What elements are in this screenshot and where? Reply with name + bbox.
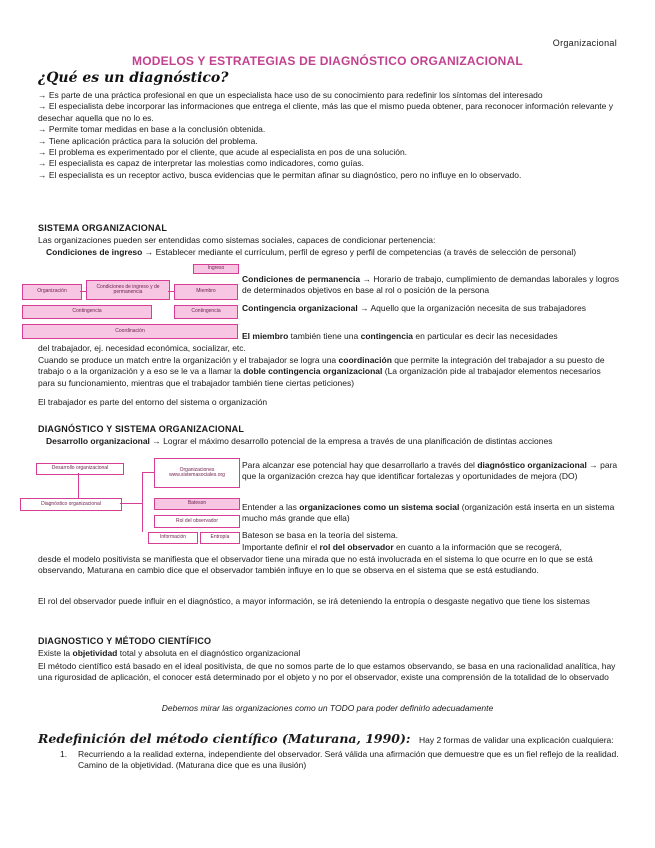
diagram-box-contingencia-org: Contingencia [22, 305, 152, 319]
intro-bullet: → El especialista debe incorporar las informaciones que entrega el cliente, más las que el mismo pueda obtener, para reconocer información relevante y desechar aquella que no lo es. [38, 101, 614, 123]
diagram-org-url: www.sistemasociales.org [169, 472, 225, 478]
redef-item-1: Recurriendo a la realidad externa, independiente del observador. Será válida una afirmación que demuestre que es un fiel reflejo de la realidad. Camino de la objetividad. (Maturana dice que es una ilusión) [78, 749, 619, 771]
contingencia-paragraph [242, 303, 620, 314]
redef-subtitle: Hay 2 formas de validar una explicación cualquiera: [418, 735, 614, 745]
importante-text-a: Importante definir el [242, 542, 320, 552]
alcanzar-text-b: → para que la organización crezca hay que identificar fortalezas y oportunidades de mejora (DO) [242, 460, 618, 482]
diagnostico-heading: DIAGNÓSTICO Y SISTEMA ORGANIZACIONAL [38, 424, 245, 434]
sistema-heading: SISTEMA ORGANIZACIONAL [38, 223, 168, 233]
desarrollo-text: → Lograr el máximo desarrollo potencial de la empresa a través de una planificación de distintas acciones [149, 436, 553, 446]
diagram-box-contingencia-miembro: Contingencia [174, 305, 238, 319]
miembro-term: El miembro [242, 331, 289, 341]
match-paragraph [38, 355, 620, 389]
alcanzar-paragraph [242, 460, 620, 483]
bateson-line: Bateson se basa en la teoría del sistema. [242, 530, 398, 540]
desarrollo-term: Desarrollo organizacional [46, 436, 150, 446]
diagram-connector [142, 472, 143, 532]
ingreso-term: Condiciones de ingreso [46, 247, 143, 257]
match-term: coordinación [338, 355, 392, 365]
entorno-line: El trabajador es parte del entorno del sistema o organización [38, 397, 268, 407]
intro-bullet: → El especialista es un receptor activo, busca evidencias que le permitan afinar su diagnóstico, pero no influye en lo observado. [38, 169, 522, 180]
desarrollo-paragraph [46, 436, 620, 447]
match-text-c: (La organización pide al trabajador elementos necesarios para su funcionamiento, mientras que el trabajador también tiene ciertas peticiones) [38, 366, 601, 388]
objetividad-text-a: Existe la [38, 648, 73, 658]
alcanzar-text-a: Para alcanzar ese potencial hay que desarrollarlo a través del [242, 460, 478, 470]
miembro-text-2: en particular es decir las necesidades [413, 331, 558, 341]
redef-item-number: 1. [60, 749, 68, 759]
match-text-a: Cuando se produce un match entre la organización y el trabajador se logra una [38, 355, 339, 365]
diagram-box-organizacion: Organización [22, 284, 82, 300]
diagram-connector [168, 291, 174, 292]
diagram-box-coordinacion: Coordinación [22, 324, 238, 339]
intro-bullet: → El problema es experimentado por el cliente, que acude al especialista en pos de una solución. [38, 147, 408, 158]
entender-term: organizaciones como un sistema social [299, 502, 460, 512]
diagram-org-label: Organizaciones [179, 466, 215, 473]
metodo-paragraph: El método científico está basado en el ideal positivista, de que no somos parte de lo que estamos observando, se basa en una racionalidad analítica, hay una rigurosidad de aplicación, el conocer está determinado por el objeto y no por el observador, existe una comprensión de la totalidad de lo observado [38, 661, 616, 683]
intro-bullets [38, 90, 620, 181]
intro-bullet: → Es parte de una práctica profesional en que un especialista hace uso de su conocimiento para redefinir los síntomas del interesado [38, 90, 543, 100]
contingencia-text: → Aquello que la organización necesita de sus trabajadores [357, 303, 586, 313]
diagram-box-entropia: Entropía [200, 532, 240, 544]
diagram-box-ingreso: Ingreso [193, 264, 239, 274]
redef-heading: Redefinición del método científico (Maturana, 1990): [38, 731, 411, 746]
intro-bullet: → Permite tomar medidas en base a la conclusión obtenida. [38, 124, 266, 135]
course-label: Organizacional [552, 38, 617, 48]
redef-heading-row [38, 730, 628, 748]
rol-paragraph: El rol del observador puede influir en el diagnóstico, a mayor información, se irá deteniendo la entropía o desgaste negativo que tiene los sistemas [38, 596, 590, 606]
alcanzar-term: diagnóstico organizacional [477, 460, 587, 470]
intro-bullet: → Tiene aplicación práctica para la solución del problema. [38, 135, 258, 146]
ingreso-text: → Establecer mediante el currículum, perfil de egreso y perfil de competencias (a través de selección de personal) [142, 247, 577, 257]
diagram-box-organizaciones [154, 458, 240, 488]
diagram-connector [120, 503, 142, 504]
permanencia-text: → Horario de trabajo, cumplimiento de demandas laborales y logros de determinados objetivos en base al rol o posición de la persona [242, 274, 620, 296]
diagram-box-informacion: Información [148, 532, 198, 544]
miembro-paragraph [242, 331, 620, 342]
contingencia-term: Contingencia organizacional [242, 303, 358, 313]
objetividad-line [38, 648, 620, 659]
entender-paragraph [242, 502, 620, 525]
diagram-box-desarrollo: Desarrollo organizacional [36, 463, 124, 475]
metodo-heading: DIAGNOSTICO Y MÉTODO CIENTÍFICO [38, 636, 212, 646]
permanencia-paragraph [242, 274, 620, 297]
permanencia-term: Condiciones de permanencia [242, 274, 361, 284]
page-title: MODELOS Y ESTRATEGIAS DE DIAGNÓSTICO ORGANIZACIONAL [132, 54, 523, 68]
diagram-connector [78, 473, 79, 498]
objetividad-text-b: total y absoluta en el diagnóstico organizacional [117, 648, 301, 658]
miembro-term-2: contingencia [360, 331, 414, 341]
importante-paragraph [242, 542, 620, 553]
diagram-connector [142, 472, 154, 473]
metodo-italic-line: Debemos mirar las organizaciones como un TODO para poder definirlo adecuadamente [161, 703, 494, 713]
contingencia-line: del trabajador, ej. necesidad económica, socializar, etc. [38, 343, 246, 353]
diagram-box-rol: Rol del observador [154, 515, 240, 528]
diagram-box-miembro: Miembro [174, 284, 238, 300]
diagram-box-condiciones: Condiciones de ingreso y de permanencia [86, 280, 170, 300]
intro-bullet: → El especialista es capaz de interpretar las molestias como indicadores, como guías. [38, 158, 364, 169]
diagram-box-diagnostico: Diagnóstico organizacional [20, 498, 122, 511]
ingreso-paragraph [46, 247, 620, 258]
entender-text-a: Entender a las [242, 502, 300, 512]
miembro-text: también tiene una [288, 331, 361, 341]
entender-text-b: (organización está inserta en un sistema mucho más grande que ella) [242, 502, 615, 524]
objetividad-term: objetividad [72, 648, 118, 658]
importante-term: rol del observador [319, 542, 394, 552]
importante-text-b: en cuanto a la información que se recogerá, [393, 542, 562, 552]
match-term-2: doble contingencia organizacional [243, 366, 383, 377]
match-text-b: que permite la integración del trabajador a su puesto de trabajo o a la organización y a eso se le va a llamar la [38, 355, 605, 377]
positivista-paragraph: desde el modelo positivista se manifiesta que el observador tiene una mirada que no está involucrada en el sistema lo que ocurre en lo que se está observando, Maturana en cambio dice que el observador también influye en lo que se observa en el sistema que se está estudiando. [38, 554, 593, 576]
diagram-box-bateson: Bateson [154, 498, 240, 510]
intro-heading: ¿Qué es un diagnóstico? [38, 70, 229, 86]
sistema-intro: Las organizaciones pueden ser entendidas como sistemas sociales, capaces de condicionar pertenencia: [38, 235, 436, 245]
diagram-connector [80, 291, 86, 292]
